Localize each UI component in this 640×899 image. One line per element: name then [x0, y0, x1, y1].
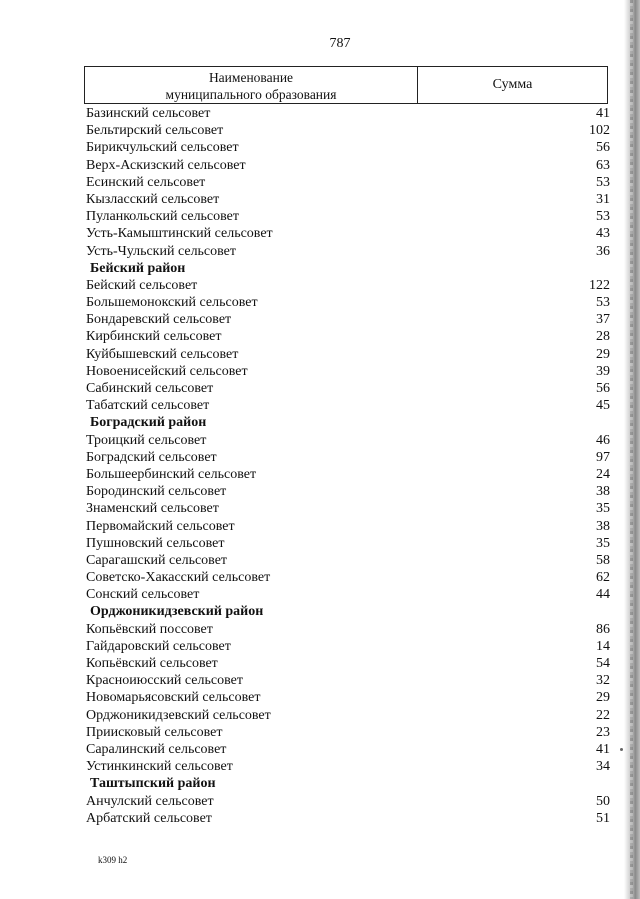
sum-value: 38: [596, 484, 610, 500]
municipality-name: Сабинский сельсовет: [86, 381, 214, 396]
municipality-name: Кызласский сельсовет: [86, 191, 220, 207]
footer-code: k309 h2: [98, 855, 128, 865]
sum-value: 58: [596, 552, 610, 568]
sum-value: 46: [596, 432, 610, 448]
district-heading-row: [0, 603, 640, 620]
sum-value: 24: [596, 466, 610, 482]
table-row: [0, 586, 640, 603]
municipality-name: Верх-Аскизский сельсовет: [86, 157, 246, 173]
sum-value: 29: [596, 346, 610, 362]
municipality-name: Пуланкольский сельсовет: [86, 209, 240, 225]
table-row: [0, 432, 640, 449]
municipality-name: Большемонокский сельсовет: [86, 295, 258, 311]
table-row: [0, 518, 640, 535]
table-row: [0, 122, 640, 139]
sum-value: 53: [596, 295, 610, 311]
municipality-name: Арбатский сельсовет: [86, 810, 212, 826]
sum-value: 56: [596, 140, 610, 156]
table-row: [0, 500, 640, 517]
table-row: [0, 397, 640, 414]
table-row: [0, 793, 640, 810]
sum-value: 38: [596, 518, 610, 534]
municipality-name: Первомайский сельсовет: [86, 518, 235, 534]
table-row: [0, 174, 640, 191]
sum-value: 29: [596, 690, 610, 706]
sum-value: 50: [596, 793, 610, 809]
municipality-name: Бирикчульский сельсовет: [86, 140, 239, 156]
sum-value: 36: [596, 243, 610, 259]
table-row: [0, 363, 640, 380]
municipality-name: Советско-Хакасский сельсовет: [86, 570, 271, 586]
district-name: Боградский район: [90, 415, 207, 431]
sum-value: 22: [596, 707, 610, 723]
municipality-name: Саралинский сельсовет: [86, 741, 227, 757]
table-row: [0, 552, 640, 569]
table-row: [0, 483, 640, 500]
municipality-name: Бельтирский сельсовет: [86, 123, 224, 139]
sum-value: 122: [589, 277, 610, 293]
table-row: [0, 157, 640, 174]
municipality-name: Сарагашский сельсовет: [86, 552, 228, 568]
district-heading-row: [0, 775, 640, 792]
table-row: [0, 139, 640, 156]
table-row: [0, 346, 640, 363]
municipality-name: Большеербинский сельсовет: [86, 466, 257, 482]
sum-value: 102: [589, 123, 610, 139]
municipality-name: Устинкинский сельсовет: [86, 759, 233, 775]
municipality-name: Красноиюсский сельсовет: [86, 673, 243, 689]
table-row: [0, 225, 640, 242]
sum-value: 39: [596, 363, 610, 379]
table-row: [0, 741, 640, 758]
sum-value: 31: [596, 191, 610, 207]
table-row: [0, 758, 640, 775]
municipality-name: Троицкий сельсовет: [86, 432, 207, 448]
municipality-name: Куйбышевский сельсовет: [86, 346, 239, 362]
scan-edge: [624, 0, 640, 899]
page-number: 787: [329, 36, 351, 51]
municipality-name: Усть-Камыштинский сельсовет: [86, 226, 273, 242]
table-row: [0, 724, 640, 741]
column-header-sum: Сумма: [492, 77, 533, 92]
municipality-name: Копьёвский поссовет: [86, 621, 213, 637]
sum-value: 32: [596, 673, 610, 689]
table-row: [0, 105, 640, 122]
district-name: Бейский район: [90, 260, 186, 276]
sum-value: 54: [596, 656, 610, 671]
municipality-name: Приисковый сельсовет: [86, 724, 223, 740]
municipality-name: Бородинский сельсовет: [86, 484, 227, 500]
sum-value: 35: [596, 535, 610, 551]
municipality-name: Бондаревский сельсовет: [86, 312, 232, 328]
municipality-name: Кирбинский сельсовет: [86, 329, 222, 345]
sum-value: 35: [596, 501, 610, 517]
sum-value: 63: [596, 157, 610, 173]
table-row: [0, 311, 640, 328]
table-row: [0, 535, 640, 552]
municipality-name: Есинский сельсовет: [86, 174, 206, 190]
municipality-name: Анчулский сельсовет: [86, 793, 214, 809]
table-row: [0, 810, 640, 827]
municipality-name: Табатский сельсовет: [86, 398, 210, 414]
table-header: [84, 66, 608, 104]
municipality-name: Усть-Чульский сельсовет: [86, 243, 237, 259]
sum-value: 97: [596, 449, 610, 465]
sum-value: 53: [596, 174, 610, 190]
municipality-name: Сонский сельсовет: [86, 587, 200, 603]
municipality-name: Знаменский сельсовет: [86, 501, 219, 517]
table-row: [0, 707, 640, 724]
sum-value: 45: [596, 398, 610, 414]
table-row: [0, 208, 640, 225]
table-row: [0, 449, 640, 466]
municipality-name: Орджоникидзевский сельсовет: [86, 707, 271, 723]
table-row: [0, 638, 640, 655]
table-row: [0, 328, 640, 345]
municipality-name: Боградский сельсовет: [86, 449, 217, 465]
column-header-name: [85, 67, 418, 103]
district-name: Таштыпский район: [90, 776, 216, 792]
district-heading-row: [0, 260, 640, 277]
table-row: [0, 655, 640, 672]
table-row: [0, 243, 640, 260]
table-row: [0, 294, 640, 311]
sum-value: 44: [596, 587, 610, 603]
municipality-name: Гайдаровский сельсовет: [86, 638, 231, 654]
sum-value: 41: [596, 741, 610, 757]
table-row: [0, 191, 640, 208]
municipality-name: Новомарьясовский сельсовет: [86, 690, 261, 706]
municipality-name: Новоенисейский сельсовет: [86, 363, 248, 379]
table-row: [0, 569, 640, 586]
sum-value: 51: [596, 810, 610, 826]
sum-value: 37: [596, 312, 610, 328]
column-header-name-line2: муниципального образования: [165, 87, 337, 102]
column-header-name-line1: Наименование: [208, 70, 294, 85]
sum-value: 41: [596, 106, 610, 121]
municipality-name: Базинский сельсовет: [86, 106, 211, 121]
municipality-name: Копьёвский сельсовет: [86, 656, 218, 671]
table-row: [0, 277, 640, 294]
sum-value: 23: [596, 724, 610, 740]
district-heading-row: [0, 414, 640, 431]
municipality-name: Бейский сельсовет: [86, 277, 198, 293]
sum-value: 56: [596, 381, 610, 396]
sum-value: 14: [596, 638, 610, 654]
table-body: [0, 105, 640, 827]
table-row: [0, 689, 640, 706]
table-row: [0, 672, 640, 689]
municipality-name: Пушновский сельсовет: [86, 535, 225, 551]
table-row: [0, 380, 640, 397]
sum-value: 53: [596, 209, 610, 225]
table-row: [0, 466, 640, 483]
sum-value: 86: [596, 621, 610, 637]
district-name: Орджоникидзевский район: [90, 604, 264, 620]
sum-value: 62: [596, 570, 610, 586]
sum-value: 34: [596, 759, 610, 775]
scan-mark: [620, 748, 623, 751]
sum-value: 43: [596, 226, 610, 242]
table-row: [0, 621, 640, 638]
sum-value: 28: [596, 329, 610, 345]
